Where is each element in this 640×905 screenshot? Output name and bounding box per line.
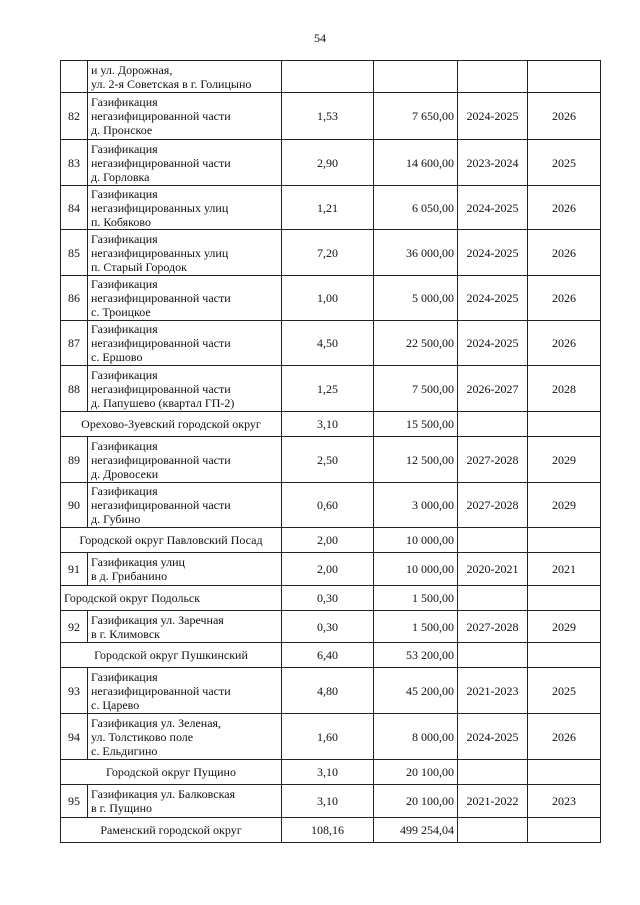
- cell-length: 2,00: [282, 528, 374, 553]
- district-row: [61, 760, 601, 785]
- cell-year: 2025: [528, 140, 601, 186]
- cell-length: 7,20: [282, 230, 374, 276]
- cell-period: [458, 412, 528, 437]
- cell-cost: 7 650,00: [374, 93, 458, 140]
- district-row: [61, 818, 601, 843]
- cell-year: 2026: [528, 321, 601, 366]
- cell-name: Газификация негазифицированной части д. Горловка: [88, 140, 282, 186]
- cell-name: Газификация ул. Заречная в г. Климовск: [88, 611, 282, 643]
- cell-cost: [374, 61, 458, 93]
- cell-cost: 1 500,00: [374, 586, 458, 611]
- cell-period: 2023-2024: [458, 140, 528, 186]
- cell-year: 2021: [528, 553, 601, 586]
- cell-length: 0,30: [282, 611, 374, 643]
- cell-cost: 10 000,00: [374, 528, 458, 553]
- cell-year: [528, 643, 601, 668]
- cell-cost: 5 000,00: [374, 276, 458, 321]
- cell-num: 83: [61, 140, 88, 186]
- cell-name: Газификация ул. Зеленая, ул. Толстиково поле с. Ельдигино: [88, 714, 282, 760]
- cell-cost: 36 000,00: [374, 230, 458, 276]
- table-row: [61, 93, 601, 140]
- cell-name: Газификация негазифицированной части с. Троицкое: [88, 276, 282, 321]
- page-number: 54: [314, 31, 326, 45]
- table-row: [61, 276, 601, 321]
- district-name: Городской округ Пущино: [61, 760, 282, 785]
- cell-period: [458, 760, 528, 785]
- cell-length: 3,10: [282, 760, 374, 785]
- cell-year: 2029: [528, 611, 601, 643]
- cell-length: 1,60: [282, 714, 374, 760]
- cell-cost: 22 500,00: [374, 321, 458, 366]
- table-row: [61, 321, 601, 366]
- cell-length: [282, 61, 374, 93]
- cell-length: 108,16: [282, 818, 374, 843]
- cell-period: [458, 61, 528, 93]
- table-row: [61, 553, 601, 586]
- cell-num: 86: [61, 276, 88, 321]
- cell-num: 94: [61, 714, 88, 760]
- cell-period: 2024-2025: [458, 276, 528, 321]
- cell-period: 2026-2027: [458, 366, 528, 412]
- table-row-continuation: [61, 61, 601, 93]
- district-row: [61, 586, 601, 611]
- district-row: [61, 643, 601, 668]
- cell-name: Газификация негазифицированных улиц п. Старый Городок: [88, 230, 282, 276]
- cell-num: 90: [61, 483, 88, 528]
- cell-period: 2027-2028: [458, 437, 528, 483]
- cell-name: Газификация ул. Балковская в г. Пущино: [88, 785, 282, 818]
- cell-year: [528, 586, 601, 611]
- table-row: [61, 785, 601, 818]
- table-row: [61, 230, 601, 276]
- table-row: [61, 186, 601, 230]
- cell-year: 2026: [528, 714, 601, 760]
- cell-cost: 20 100,00: [374, 760, 458, 785]
- district-row: [61, 412, 601, 437]
- table-row: [61, 437, 601, 483]
- cell-period: 2024-2025: [458, 714, 528, 760]
- cell-name: Газификация негазифицированной части с. Царево: [88, 668, 282, 714]
- cell-num: 93: [61, 668, 88, 714]
- cell-num: [61, 61, 88, 93]
- cell-num: 85: [61, 230, 88, 276]
- table-row: [61, 140, 601, 186]
- cell-cost: 12 500,00: [374, 437, 458, 483]
- cell-num: 89: [61, 437, 88, 483]
- cell-length: 2,00: [282, 553, 374, 586]
- cell-cost: 7 500,00: [374, 366, 458, 412]
- cell-cost: 15 500,00: [374, 412, 458, 437]
- cell-name: Газификация негазифицированной части д. Пронское: [88, 93, 282, 140]
- cell-period: [458, 818, 528, 843]
- cell-num: 84: [61, 186, 88, 230]
- cell-name: Газификация негазифицированной части д. Дровосеки: [88, 437, 282, 483]
- cell-name: Газификация негазифицированных улиц п. Кобяково: [88, 186, 282, 230]
- table-row: [61, 714, 601, 760]
- cell-period: 2024-2025: [458, 186, 528, 230]
- cell-num: 95: [61, 785, 88, 818]
- district-name: Раменский городской округ: [61, 818, 282, 843]
- cell-cost: 3 000,00: [374, 483, 458, 528]
- cell-cost: 8 000,00: [374, 714, 458, 760]
- cell-year: 2025: [528, 668, 601, 714]
- cell-length: 0,60: [282, 483, 374, 528]
- cell-cost: 45 200,00: [374, 668, 458, 714]
- cell-year: [528, 818, 601, 843]
- cell-year: [528, 760, 601, 785]
- cell-length: 2,90: [282, 140, 374, 186]
- cell-period: [458, 586, 528, 611]
- cell-length: 4,50: [282, 321, 374, 366]
- district-name: Городской округ Подольск: [61, 586, 282, 611]
- cell-num: 82: [61, 93, 88, 140]
- cell-period: 2024-2025: [458, 93, 528, 140]
- cell-year: 2029: [528, 437, 601, 483]
- cell-year: 2026: [528, 276, 601, 321]
- cell-name: Газификация негазифицированной части д. Губино: [88, 483, 282, 528]
- cell-period: 2027-2028: [458, 483, 528, 528]
- cell-length: 1,00: [282, 276, 374, 321]
- cell-period: 2021-2022: [458, 785, 528, 818]
- table-row: [61, 366, 601, 412]
- cell-year: 2026: [528, 230, 601, 276]
- table-row: [61, 611, 601, 643]
- cell-cost: 20 100,00: [374, 785, 458, 818]
- cell-num: 88: [61, 366, 88, 412]
- cell-length: 3,10: [282, 785, 374, 818]
- cell-year: 2029: [528, 483, 601, 528]
- cell-period: 2024-2025: [458, 321, 528, 366]
- cell-period: 2021-2023: [458, 668, 528, 714]
- cell-year: 2023: [528, 785, 601, 818]
- cell-period: 2024-2025: [458, 230, 528, 276]
- cell-length: 1,53: [282, 93, 374, 140]
- cell-year: [528, 61, 601, 93]
- gasification-table: [60, 60, 601, 843]
- table-row: [61, 483, 601, 528]
- cell-period: [458, 643, 528, 668]
- cell-period: 2020-2021: [458, 553, 528, 586]
- cell-length: 1,21: [282, 186, 374, 230]
- cell-name: Газификация улиц в д. Грибанино: [88, 553, 282, 586]
- district-name: Орехово-Зуевский городской округ: [61, 412, 282, 437]
- cell-period: [458, 528, 528, 553]
- cell-year: [528, 412, 601, 437]
- cell-name: и ул. Дорожная, ул. 2-я Советская в г. Голицыно: [88, 61, 282, 93]
- cell-cost: 6 050,00: [374, 186, 458, 230]
- cell-num: 92: [61, 611, 88, 643]
- district-row: [61, 528, 601, 553]
- cell-length: 0,30: [282, 586, 374, 611]
- cell-year: [528, 528, 601, 553]
- cell-name: Газификация негазифицированной части с. Ершово: [88, 321, 282, 366]
- cell-length: 6,40: [282, 643, 374, 668]
- cell-cost: 53 200,00: [374, 643, 458, 668]
- cell-length: 3,10: [282, 412, 374, 437]
- cell-year: 2026: [528, 93, 601, 140]
- district-name: Городской округ Павловский Посад: [61, 528, 282, 553]
- district-name: Городской округ Пушкинский: [61, 643, 282, 668]
- cell-length: 4,80: [282, 668, 374, 714]
- cell-cost: 10 000,00: [374, 553, 458, 586]
- cell-cost: 14 600,00: [374, 140, 458, 186]
- cell-name: Газификация негазифицированной части д. Папушево (квартал ГП-2): [88, 366, 282, 412]
- cell-length: 1,25: [282, 366, 374, 412]
- cell-num: 91: [61, 553, 88, 586]
- cell-year: 2026: [528, 186, 601, 230]
- cell-num: 87: [61, 321, 88, 366]
- cell-year: 2028: [528, 366, 601, 412]
- cell-cost: 1 500,00: [374, 611, 458, 643]
- cell-cost: 499 254,04: [374, 818, 458, 843]
- table-row: [61, 668, 601, 714]
- cell-period: 2027-2028: [458, 611, 528, 643]
- cell-length: 2,50: [282, 437, 374, 483]
